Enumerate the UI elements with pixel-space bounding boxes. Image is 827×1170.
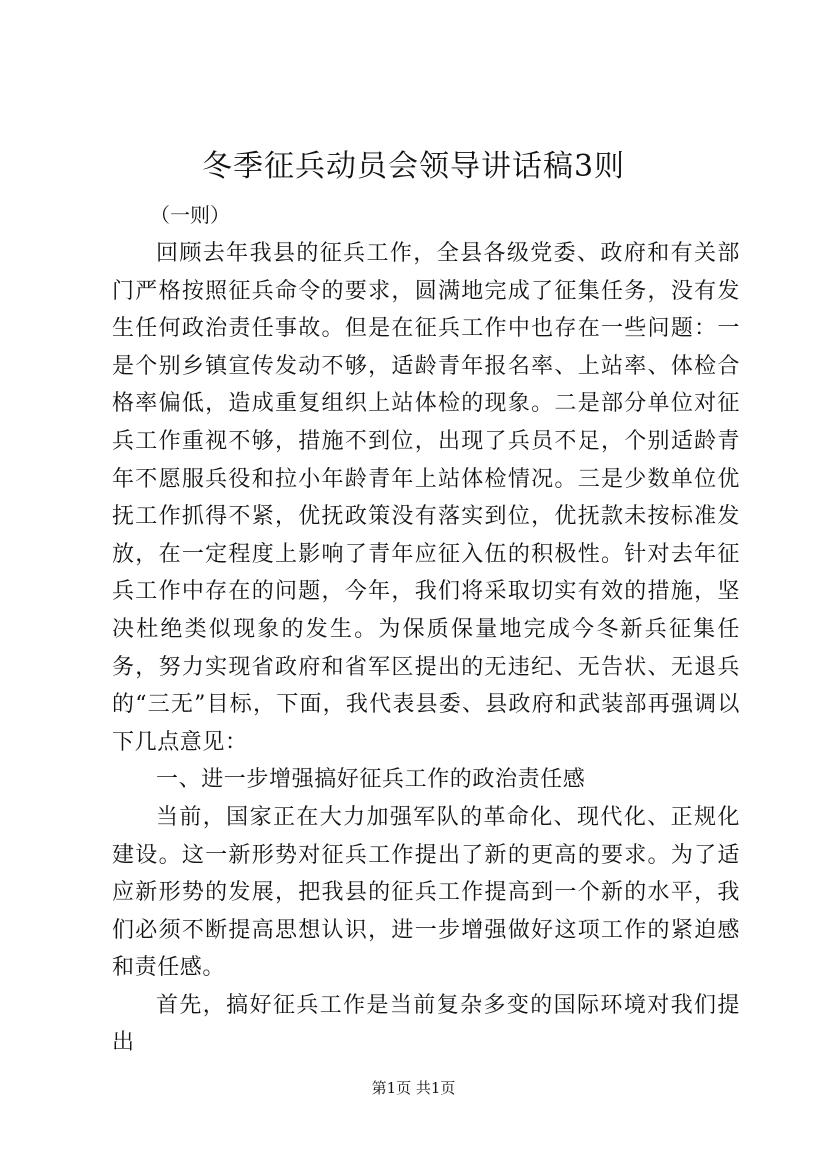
- page-footer: [0, 1078, 827, 1098]
- page-indicator: 第1页 共1页: [371, 1079, 456, 1097]
- document-body: [112, 235, 740, 1062]
- paragraph-first-point: 首先，搞好征兵工作是当前复杂多变的国际环境对我们提出: [112, 992, 740, 1056]
- paragraph-intro: 回顾去年我县的征兵工作，全县各级党委、政府和有关部门严格按照征兵命令的要求，圆满地完成了征集任务，没有发生任何政治责任事故。但是在征兵工作中也存在一些问题：一是个别乡镇宣传发动不够，适龄青年报名率、上站率、体检合格率偏低，造成重复组织上站体检的现象。二是部分单位对征兵工作重视不够，措施不到位，出现了兵员不足，个别适龄青年不愿服兵役和拉小年龄青年上站体检情况。三是少数单位优抚工作抓得不紧，优抚政策没有落实到位，优抚款未按标准发放，在一定程度上影响了青年应征入伍的积极性。针对去年征兵工作中存在的问题，今年，我们将采取切实有效的措施，坚决杜绝类似现象的发生。为保质保量地完成今冬新兵征集任务，努力实现省政府和省军区提出的无违纪、无告状、无退兵的“三无”目标，下面，我代表县委、县政府和武装部再强调以下几点意见：: [112, 241, 740, 755]
- document-title: 冬季征兵动员会领导讲话稿3则: [201, 149, 626, 184]
- document-subtitle: （一则）: [150, 203, 230, 227]
- paragraph-section-1: 当前，国家正在大力加强军队的革命化、现代化、正规化建设。这一新形势对征兵工作提出了新的更高的要求。为了适应新形势的发展，把我县的征兵工作提高到一个新的水平，我们必须不断提高思想认识，进一步增强做好这项工作的紧迫感和责任感。: [112, 804, 740, 981]
- section-heading-1: 一、进一步增强搞好征兵工作的政治责任感: [156, 767, 586, 793]
